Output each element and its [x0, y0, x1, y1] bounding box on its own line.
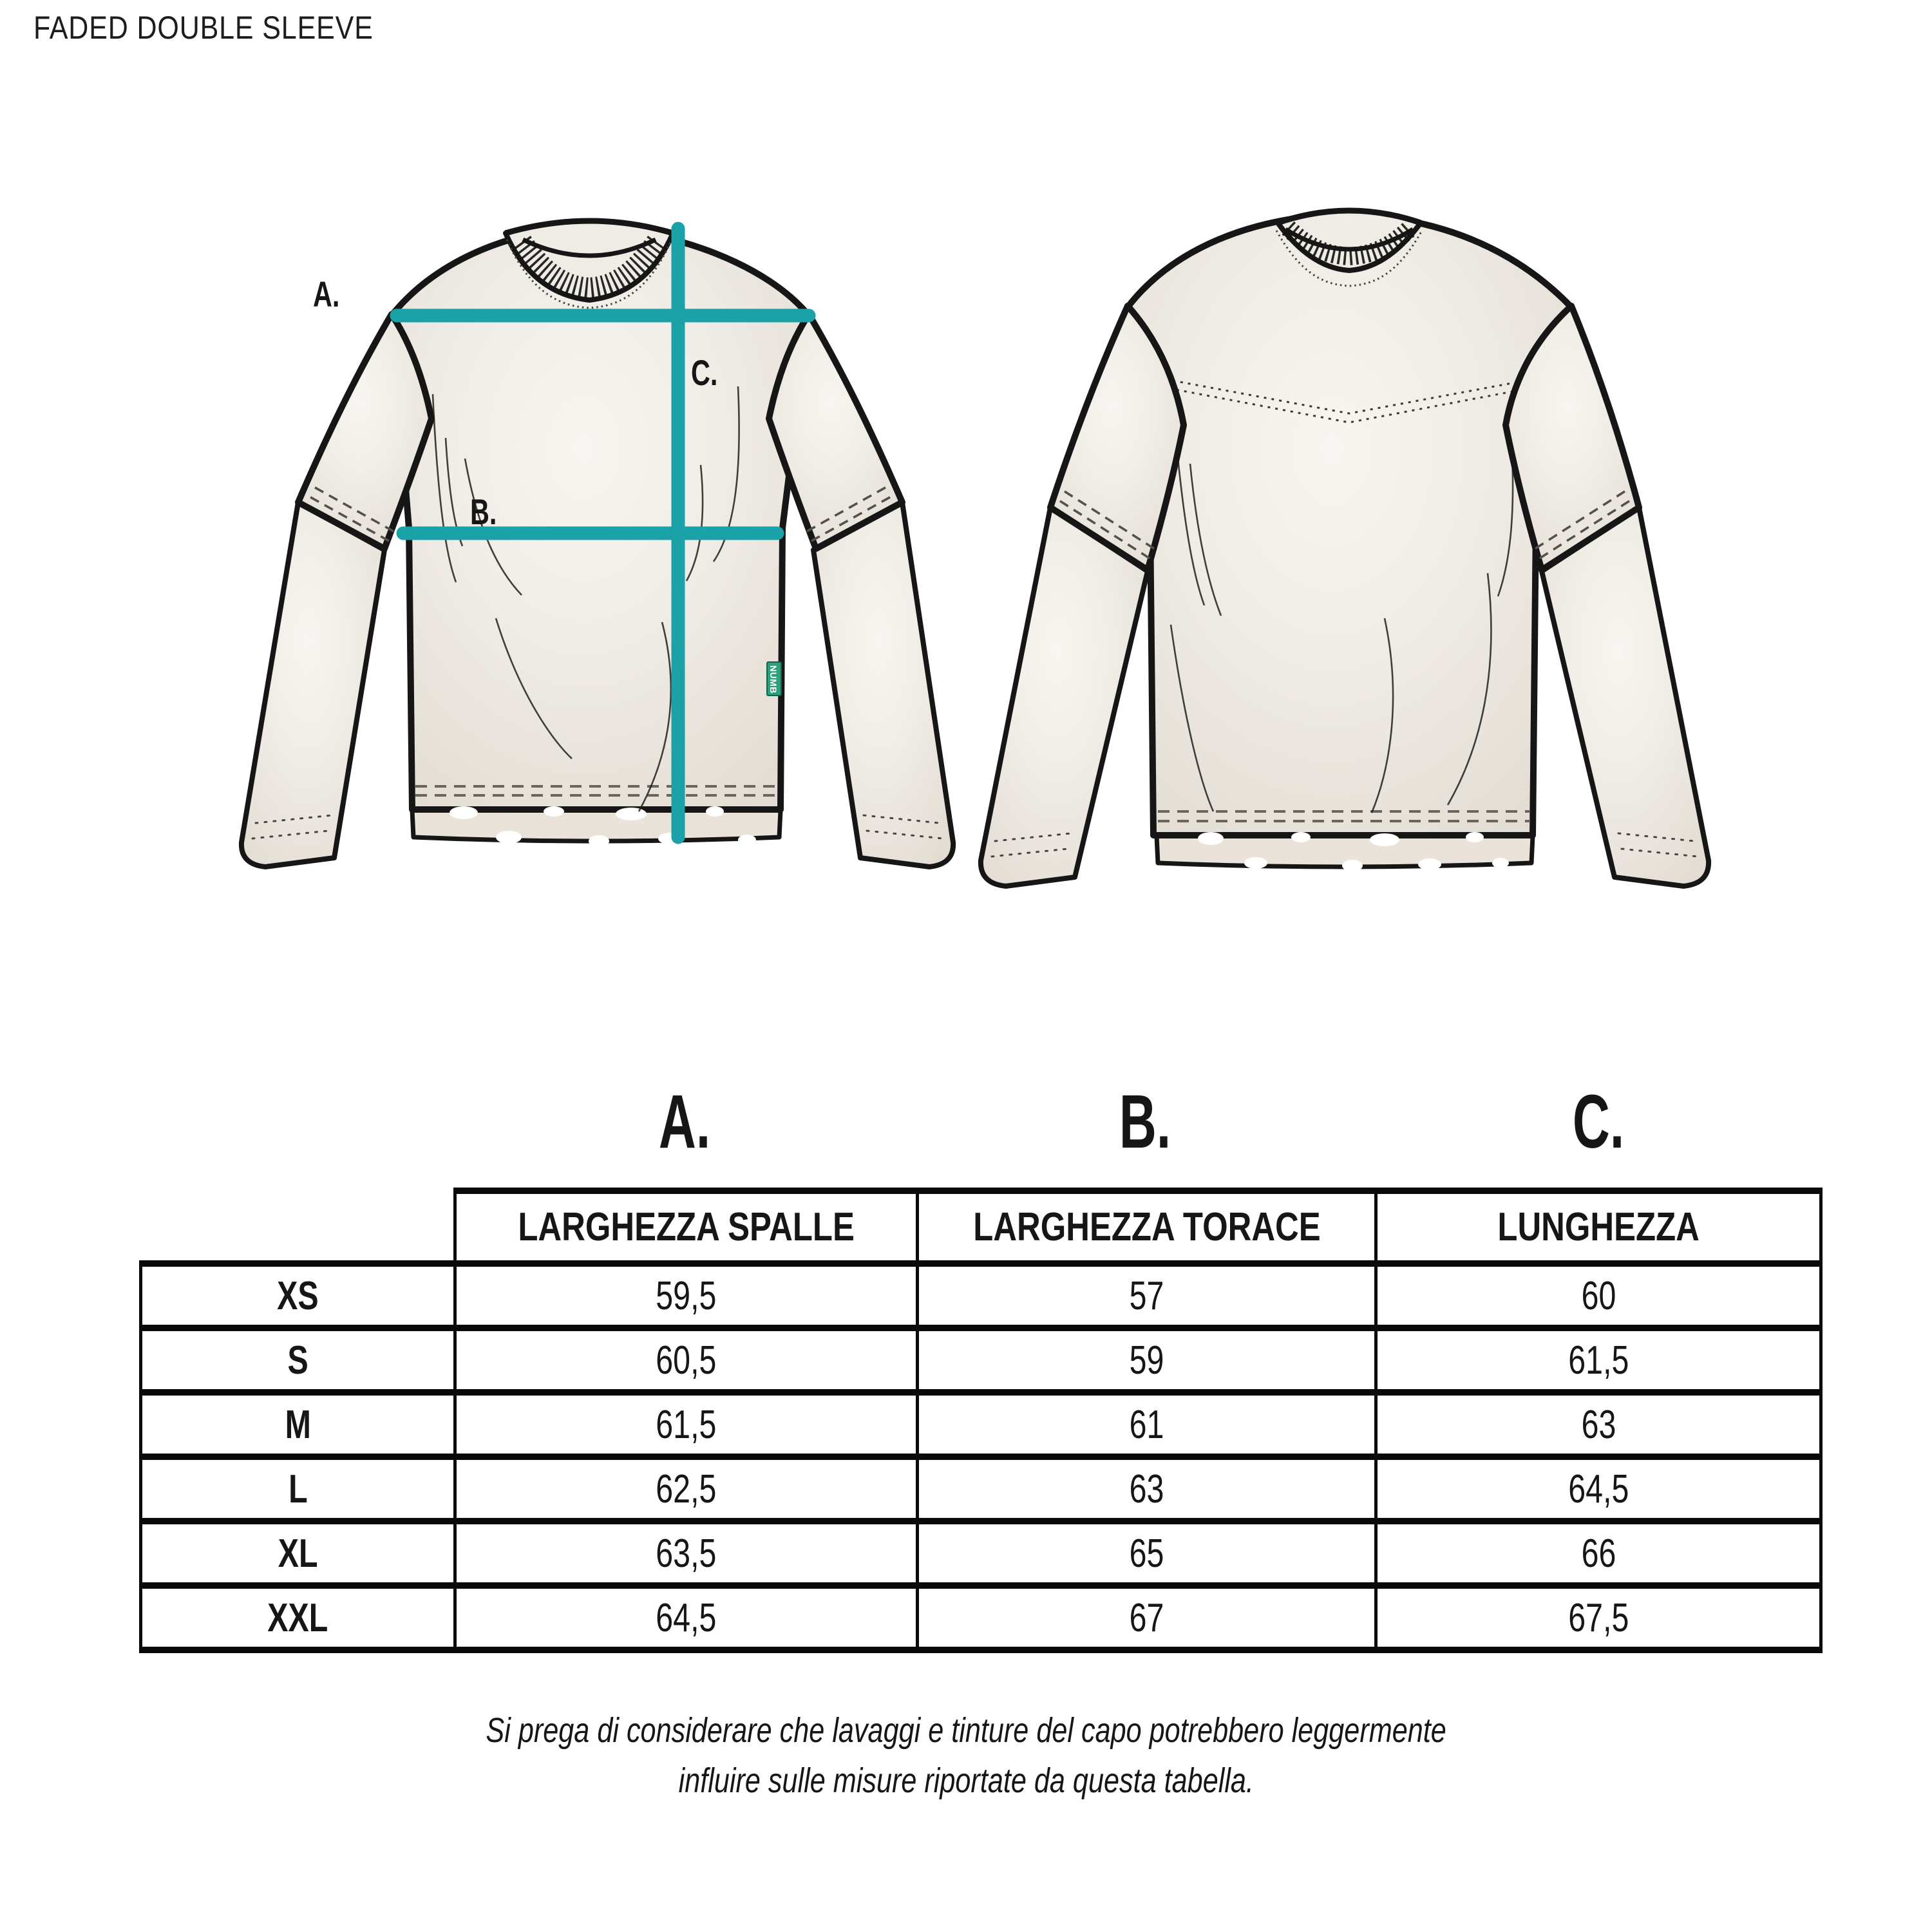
row-xl-lunghezza: 66 [1374, 1524, 1823, 1589]
row-l-torace: 63 [916, 1460, 1374, 1524]
row-xl-size: XL [139, 1524, 453, 1589]
table-corner-cell [139, 1188, 453, 1267]
table-letter-c: C. [1572, 1079, 1625, 1164]
footnote-line-2: influire sulle misure riportate da questa tabella. [678, 1761, 1254, 1800]
footnote-line-1: Si prega di considerare che lavaggi e tinture del capo potrebbero leggermente [486, 1711, 1446, 1750]
page-title: FADED DOUBLE SLEEVE [33, 10, 374, 46]
row-xs-size: XS [139, 1267, 453, 1331]
row-m-size: M [139, 1396, 453, 1460]
row-l-size: L [139, 1460, 453, 1524]
diagram-label-b: B. [470, 491, 497, 533]
row-xs-lunghezza: 60 [1374, 1267, 1823, 1331]
row-s-spalle: 60,5 [453, 1331, 916, 1396]
row-xl-torace: 65 [916, 1524, 1374, 1589]
table-letter-b: B. [1119, 1079, 1171, 1164]
footnote [0, 1705, 1932, 1806]
garment-front-view [219, 167, 1005, 908]
col-header-lunghezza: LUNGHEZZA [1374, 1188, 1823, 1267]
col-header-larghezza-torace: LARGHEZZA TORACE [916, 1188, 1374, 1267]
row-s-torace: 59 [916, 1331, 1374, 1396]
table-letter-a: A. [658, 1079, 711, 1164]
row-s-lunghezza: 61,5 [1374, 1331, 1823, 1396]
row-xxl-size: XXL [139, 1589, 453, 1653]
col-header-larghezza-spalle: LARGHEZZA SPALLE [453, 1188, 916, 1267]
row-s-size: S [139, 1331, 453, 1396]
row-xs-torace: 57 [916, 1267, 1374, 1331]
row-xl-spalle: 63,5 [453, 1524, 916, 1589]
row-xxl-lunghezza: 67,5 [1374, 1589, 1823, 1653]
row-m-lunghezza: 63 [1374, 1396, 1823, 1460]
size-table [139, 1188, 1823, 1653]
row-l-spalle: 62,5 [453, 1460, 916, 1524]
row-xs-spalle: 59,5 [453, 1267, 916, 1331]
row-xxl-torace: 67 [916, 1589, 1374, 1653]
diagram-label-a: A. [313, 274, 340, 315]
brand-tag [767, 662, 781, 696]
diagram-label-c: C. [691, 352, 718, 393]
table-measure-letters [453, 1077, 1823, 1167]
row-xxl-spalle: 64,5 [453, 1589, 916, 1653]
row-m-spalle: 61,5 [453, 1396, 916, 1460]
garment-back-view [966, 161, 1829, 914]
row-l-lunghezza: 64,5 [1374, 1460, 1823, 1524]
brand-tag-text: NUMB [768, 665, 779, 694]
back-body [1128, 214, 1571, 835]
row-m-torace: 61 [916, 1396, 1374, 1460]
